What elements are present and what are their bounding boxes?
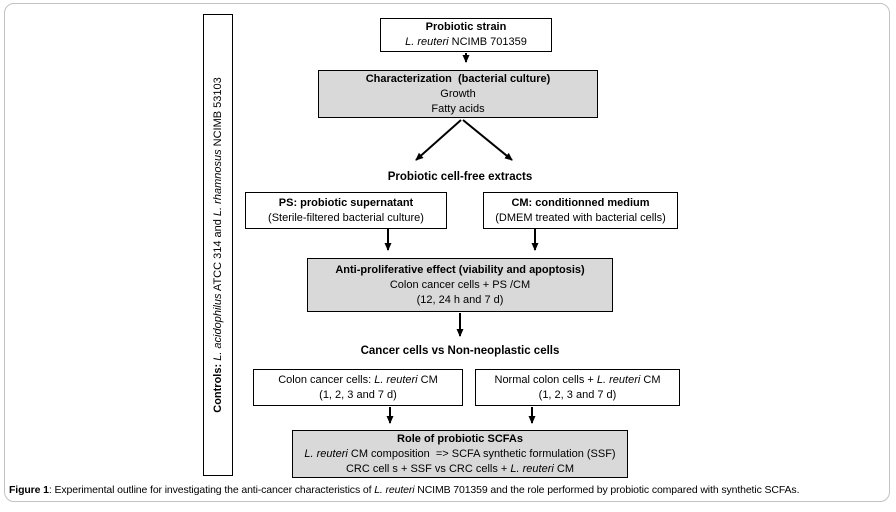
scfa-line3-pre: CRC cell s + SSF vs CRC cells + xyxy=(345,462,511,475)
characterization-fatty-acids: Fatty acids xyxy=(431,102,485,115)
controls-sidebar-box xyxy=(203,14,233,476)
figure-caption-pre: : Experimental outline for investigating the anti-cancer characteristics of xyxy=(48,484,375,496)
figure-caption-label: Figure 1 xyxy=(9,484,49,496)
species-reuteri: L. reuteri xyxy=(374,373,418,386)
scfa-line2-rest: CM composition => SCFA synthetic formulation (SSF) xyxy=(347,447,616,460)
strain-title: Probiotic strain xyxy=(425,21,507,33)
cancer-line1 xyxy=(278,373,438,388)
figure-caption xyxy=(9,484,889,496)
cm-conditioned-medium-box xyxy=(483,192,678,229)
figure-caption-post: NCIMB 701359 and the role performed by probiotic compared with synthetic SCFAs. xyxy=(414,484,800,496)
cell-free-extracts-label: Probiotic cell-free extracts xyxy=(387,171,533,183)
antiproliferative-title: Anti-proliferative effect (viability and apoptosis) xyxy=(335,263,585,276)
cm-title: CM: conditionned medium xyxy=(511,196,650,209)
antiproliferative-line3: (12, 24 h and 7 d) xyxy=(416,293,504,306)
characterization-growth: Growth xyxy=(440,87,476,100)
ps-title: PS: probiotic supernatant xyxy=(278,196,414,209)
ps-supernatant-box xyxy=(245,192,447,229)
species-reuteri: L. reuteri xyxy=(374,484,415,496)
normal-colon-cells-box xyxy=(475,369,680,406)
cancer-line2: (1, 2, 3 and 7 d) xyxy=(319,388,397,401)
controls-label: Controls: xyxy=(212,360,224,413)
scfa-line3-post: CM xyxy=(553,462,574,475)
cancer-line1-post: CM xyxy=(417,373,438,386)
antiproliferative-line2: Colon cancer cells + PS /CM xyxy=(389,278,531,291)
strain-subtitle xyxy=(405,35,527,50)
controls-text-mid: ATCC 314 and xyxy=(212,216,224,294)
arrow-characterization-to-ps xyxy=(416,120,461,160)
species-acidophilus: L. acidophilus xyxy=(212,293,224,361)
scfa-role-box xyxy=(292,430,628,478)
scfa-line3 xyxy=(346,462,574,477)
antiproliferative-box xyxy=(307,258,613,312)
comparison-label: Cancer cells vs Non-neoplastic cells xyxy=(360,345,560,357)
species-rhamnosus: L. rhamnosus xyxy=(212,149,224,217)
controls-text-end: NCIMB 53103 xyxy=(212,77,224,150)
scfa-line2 xyxy=(304,447,615,462)
cm-subtitle: (DMEM treated with bacterial cells) xyxy=(495,211,666,224)
controls-sidebar-text xyxy=(212,15,224,475)
colon-cancer-cells-box xyxy=(253,369,463,406)
cancer-line1-pre: Colon cancer cells: xyxy=(278,373,375,386)
probiotic-strain-box xyxy=(380,18,552,52)
arrow-characterization-to-cm xyxy=(463,120,512,160)
ps-subtitle: (Sterile-filtered bacterial culture) xyxy=(268,211,424,224)
species-reuteri: L. reuteri xyxy=(304,447,348,460)
normal-line1-pre: Normal colon cells + xyxy=(494,373,597,386)
normal-line1 xyxy=(495,373,661,388)
normal-line2: (1, 2, 3 and 7 d) xyxy=(538,388,617,401)
species-reuteri: L. reuteri xyxy=(405,36,449,48)
strain-code: NCIMB 701359 xyxy=(448,36,527,48)
characterization-box xyxy=(318,70,598,118)
species-reuteri: L. reuteri xyxy=(596,373,641,386)
characterization-title: Characterization (bacterial culture) xyxy=(365,72,551,85)
normal-line1-post: CM xyxy=(640,373,661,386)
scfa-title: Role of probiotic SCFAs xyxy=(397,432,523,445)
species-reuteri: L. reuteri xyxy=(510,462,554,475)
